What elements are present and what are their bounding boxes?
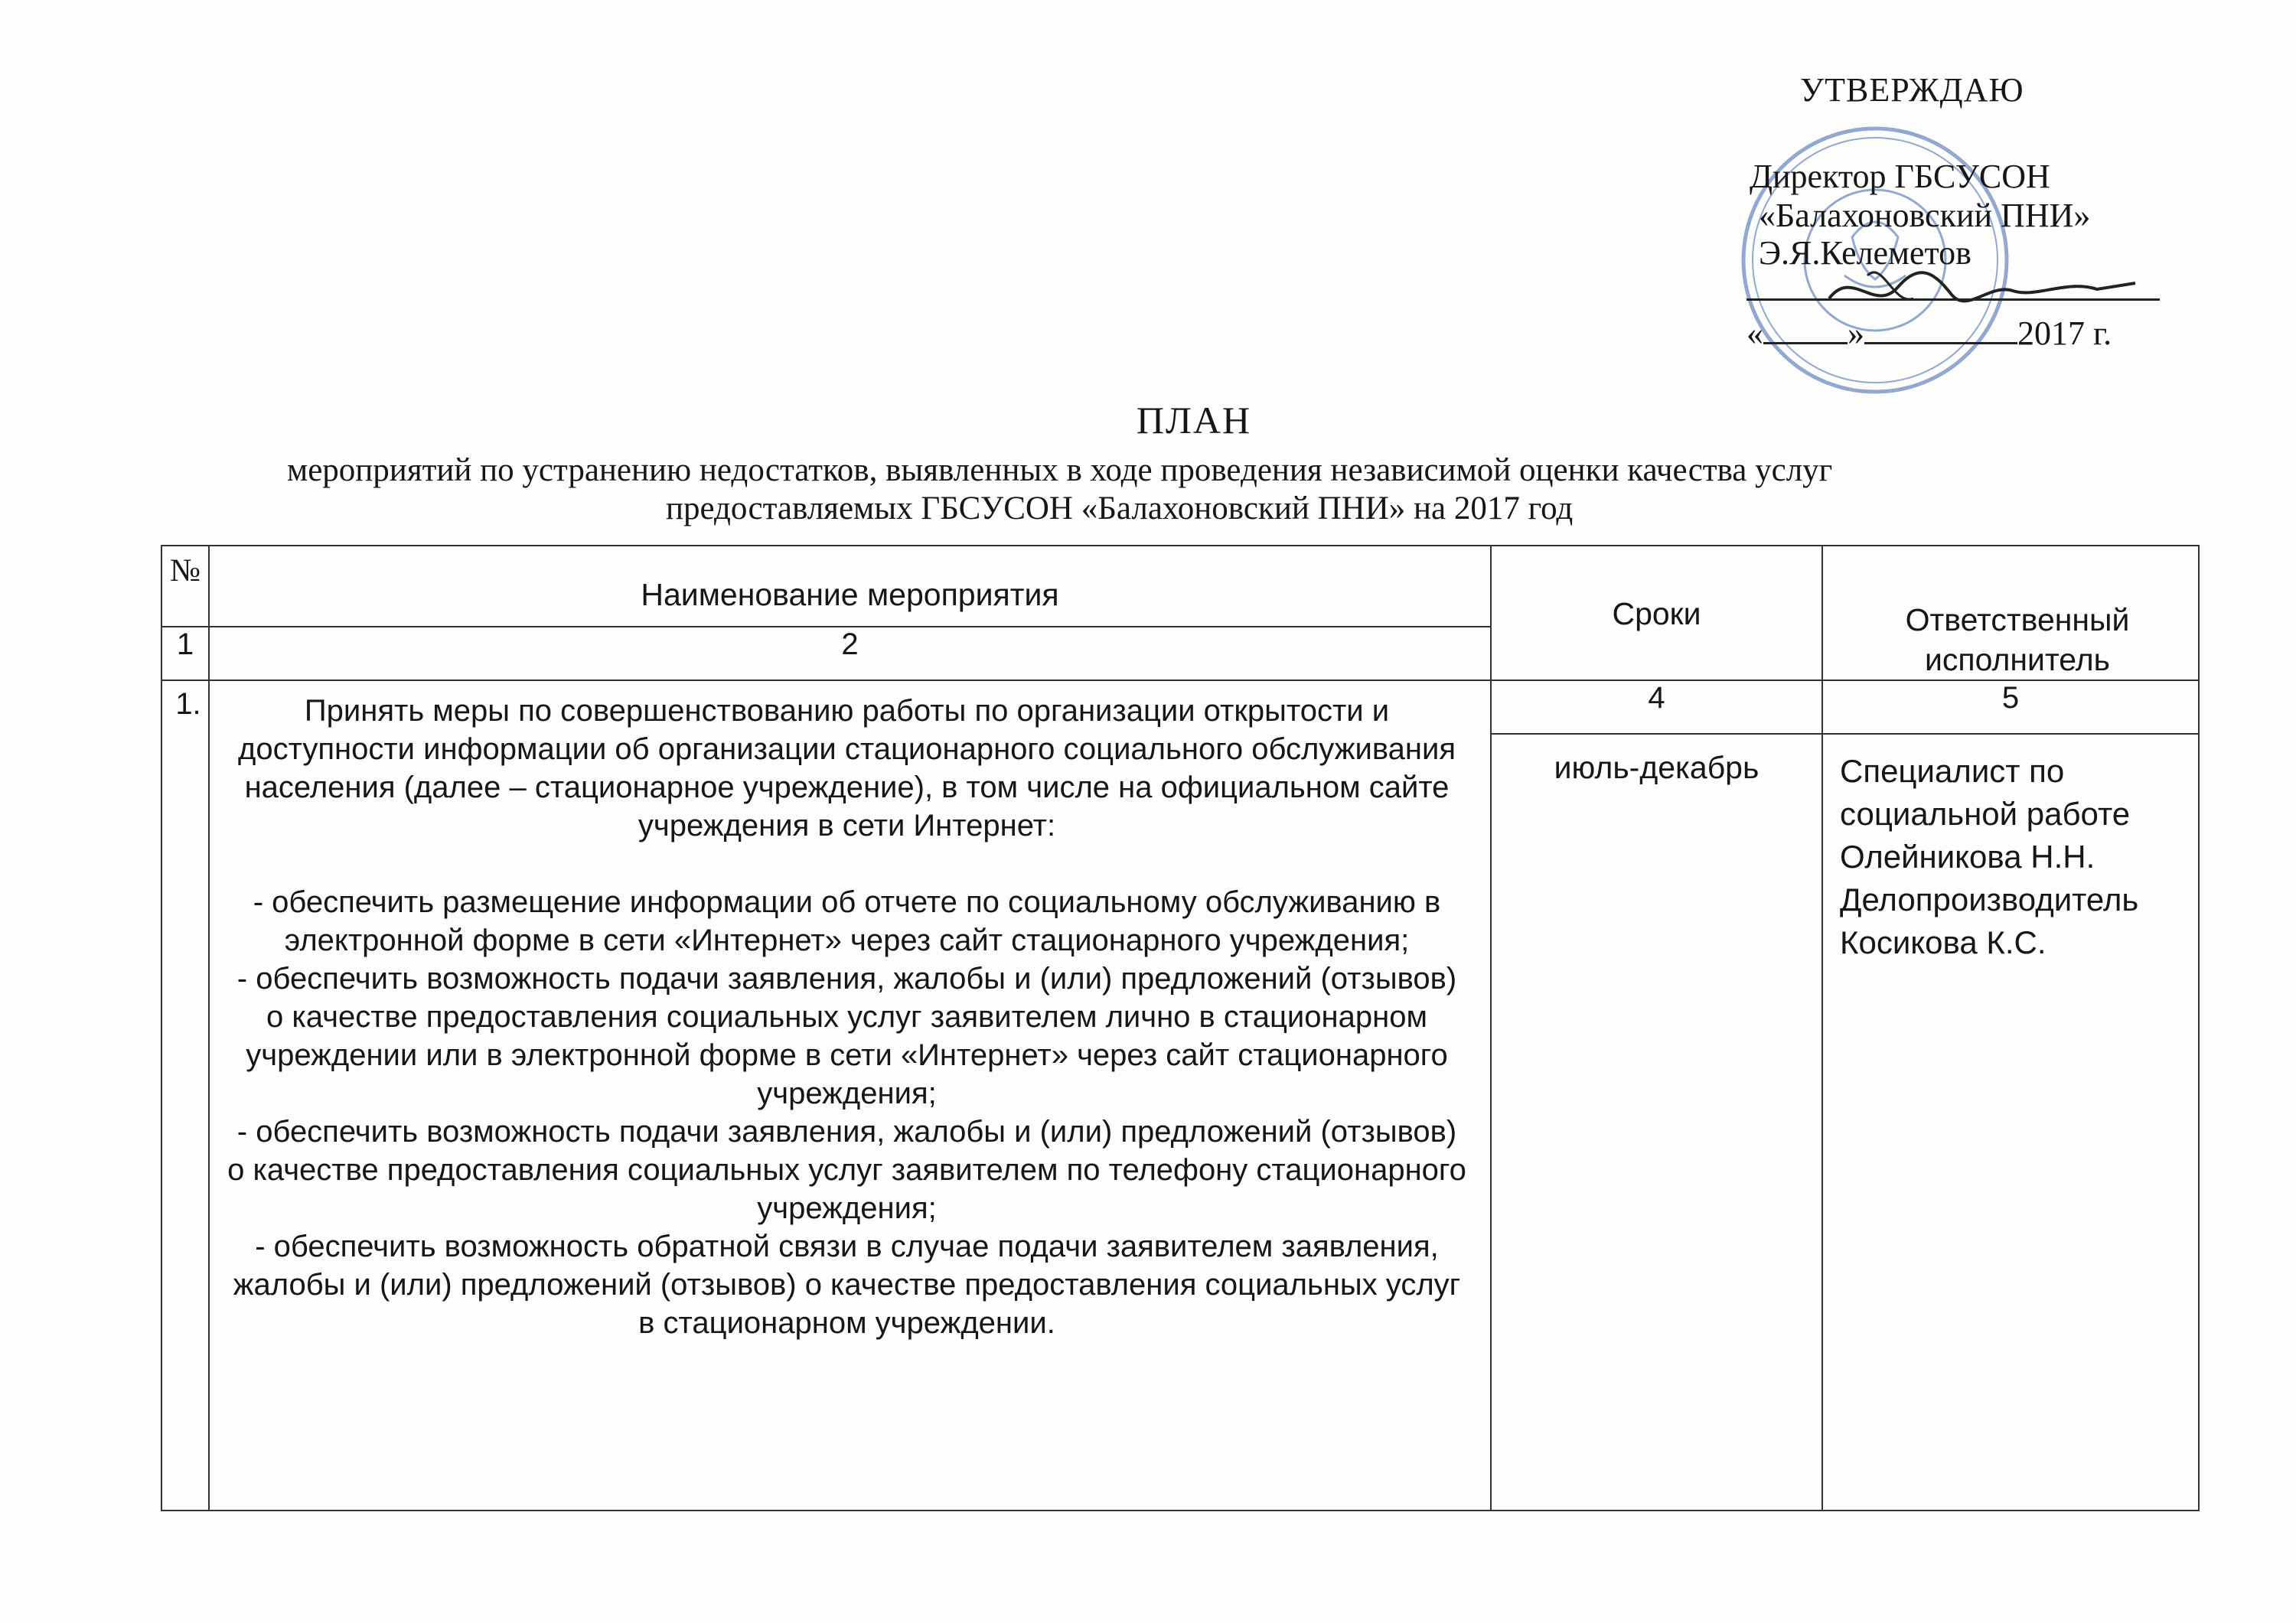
column-number-1: 1 [161, 627, 209, 680]
approval-title: УТВЕРЖДАЮ [1800, 71, 2024, 109]
document-title: ПЛАН [1136, 399, 1252, 442]
activity-item: - обеспечить возможность подачи заявления, жалобы и (или) предложений (отзывов) о качестве предоставления социальных услуг заявителем лично в стационарном учреждении или в электронной форме в сети «Интернет» через сайт стационарного учреждения; [236, 962, 1457, 1110]
header-number: № [161, 546, 209, 627]
row-number: 1. [161, 680, 209, 1511]
column-number-row-2 [161, 680, 2199, 734]
column-number-2: 2 [209, 627, 1491, 680]
handwritten-signature [1821, 253, 2143, 321]
responsible-line: Специалист по социальной работе [1840, 753, 2131, 832]
header-name: Наименование мероприятия [209, 546, 1491, 627]
responsible-line: Делопроизводитель [1840, 882, 2139, 917]
activity-item: - обеспечить возможность обратной связи в случае подачи заявителем заявления, жалобы и (или) предложений (отзывов) о качестве предоставления социальных услуг в стационарном учреждении. [233, 1230, 1461, 1340]
responsible-line: Косикова К.С. [1840, 924, 2047, 960]
signature-line [1746, 298, 2160, 301]
date-day-blank [1763, 314, 1848, 344]
row-responsible [1822, 734, 2199, 1511]
activity-intro: Принять меры по совершенствованию работы по организации открытости и доступности информации об организации стационарного социального обслуживания населения (далее – стационарное учреждение), в том числе на официальном сайте учреждения в сети Интернет: [238, 694, 1456, 842]
row-activity-text [209, 680, 1491, 1511]
column-number-5: 5 [1822, 680, 2199, 734]
approval-signatory: Э.Я.Келеметов [1759, 234, 1971, 272]
responsible-line: Олейникова Н.Н. [1840, 839, 2095, 875]
date-close-quote: » [1848, 314, 1864, 352]
date-year: 2017 г. [2017, 314, 2112, 352]
approval-date [1746, 314, 2175, 353]
document-subtitle-line1: мероприятий по устранению недостатков, выявленных в ходе проведения независимой оценки качества услуг [287, 452, 1833, 488]
row-term: июль-декабрь [1491, 734, 1822, 1511]
column-number-4: 4 [1491, 680, 1822, 734]
table-header-row [161, 546, 2199, 627]
activity-item: - обеспечить размещение информации об отчете по социальному обслуживанию в электронной форме в сети «Интернет» через сайт стационарного учреждения; [253, 885, 1441, 957]
plan-table [161, 545, 2200, 1511]
approval-organization: «Балахоновский ПНИ» [1759, 197, 2091, 234]
activity-item: - обеспечить возможность подачи заявления, жалобы и (или) предложений (отзывов) о качестве предоставления социальных услуг заявителем по телефону стационарного учреждения; [227, 1115, 1466, 1225]
date-month-blank [1864, 314, 2017, 344]
document-subtitle-line2: предоставляемых ГБСУСОН «Балахоновский ПНИ» на 2017 год [666, 490, 1574, 526]
date-open-quote: « [1746, 314, 1763, 352]
approval-position: Директор ГБСУСОН [1750, 158, 2050, 195]
header-responsible: Ответственный исполнитель [1822, 546, 2199, 680]
header-term: Сроки [1491, 546, 1822, 680]
